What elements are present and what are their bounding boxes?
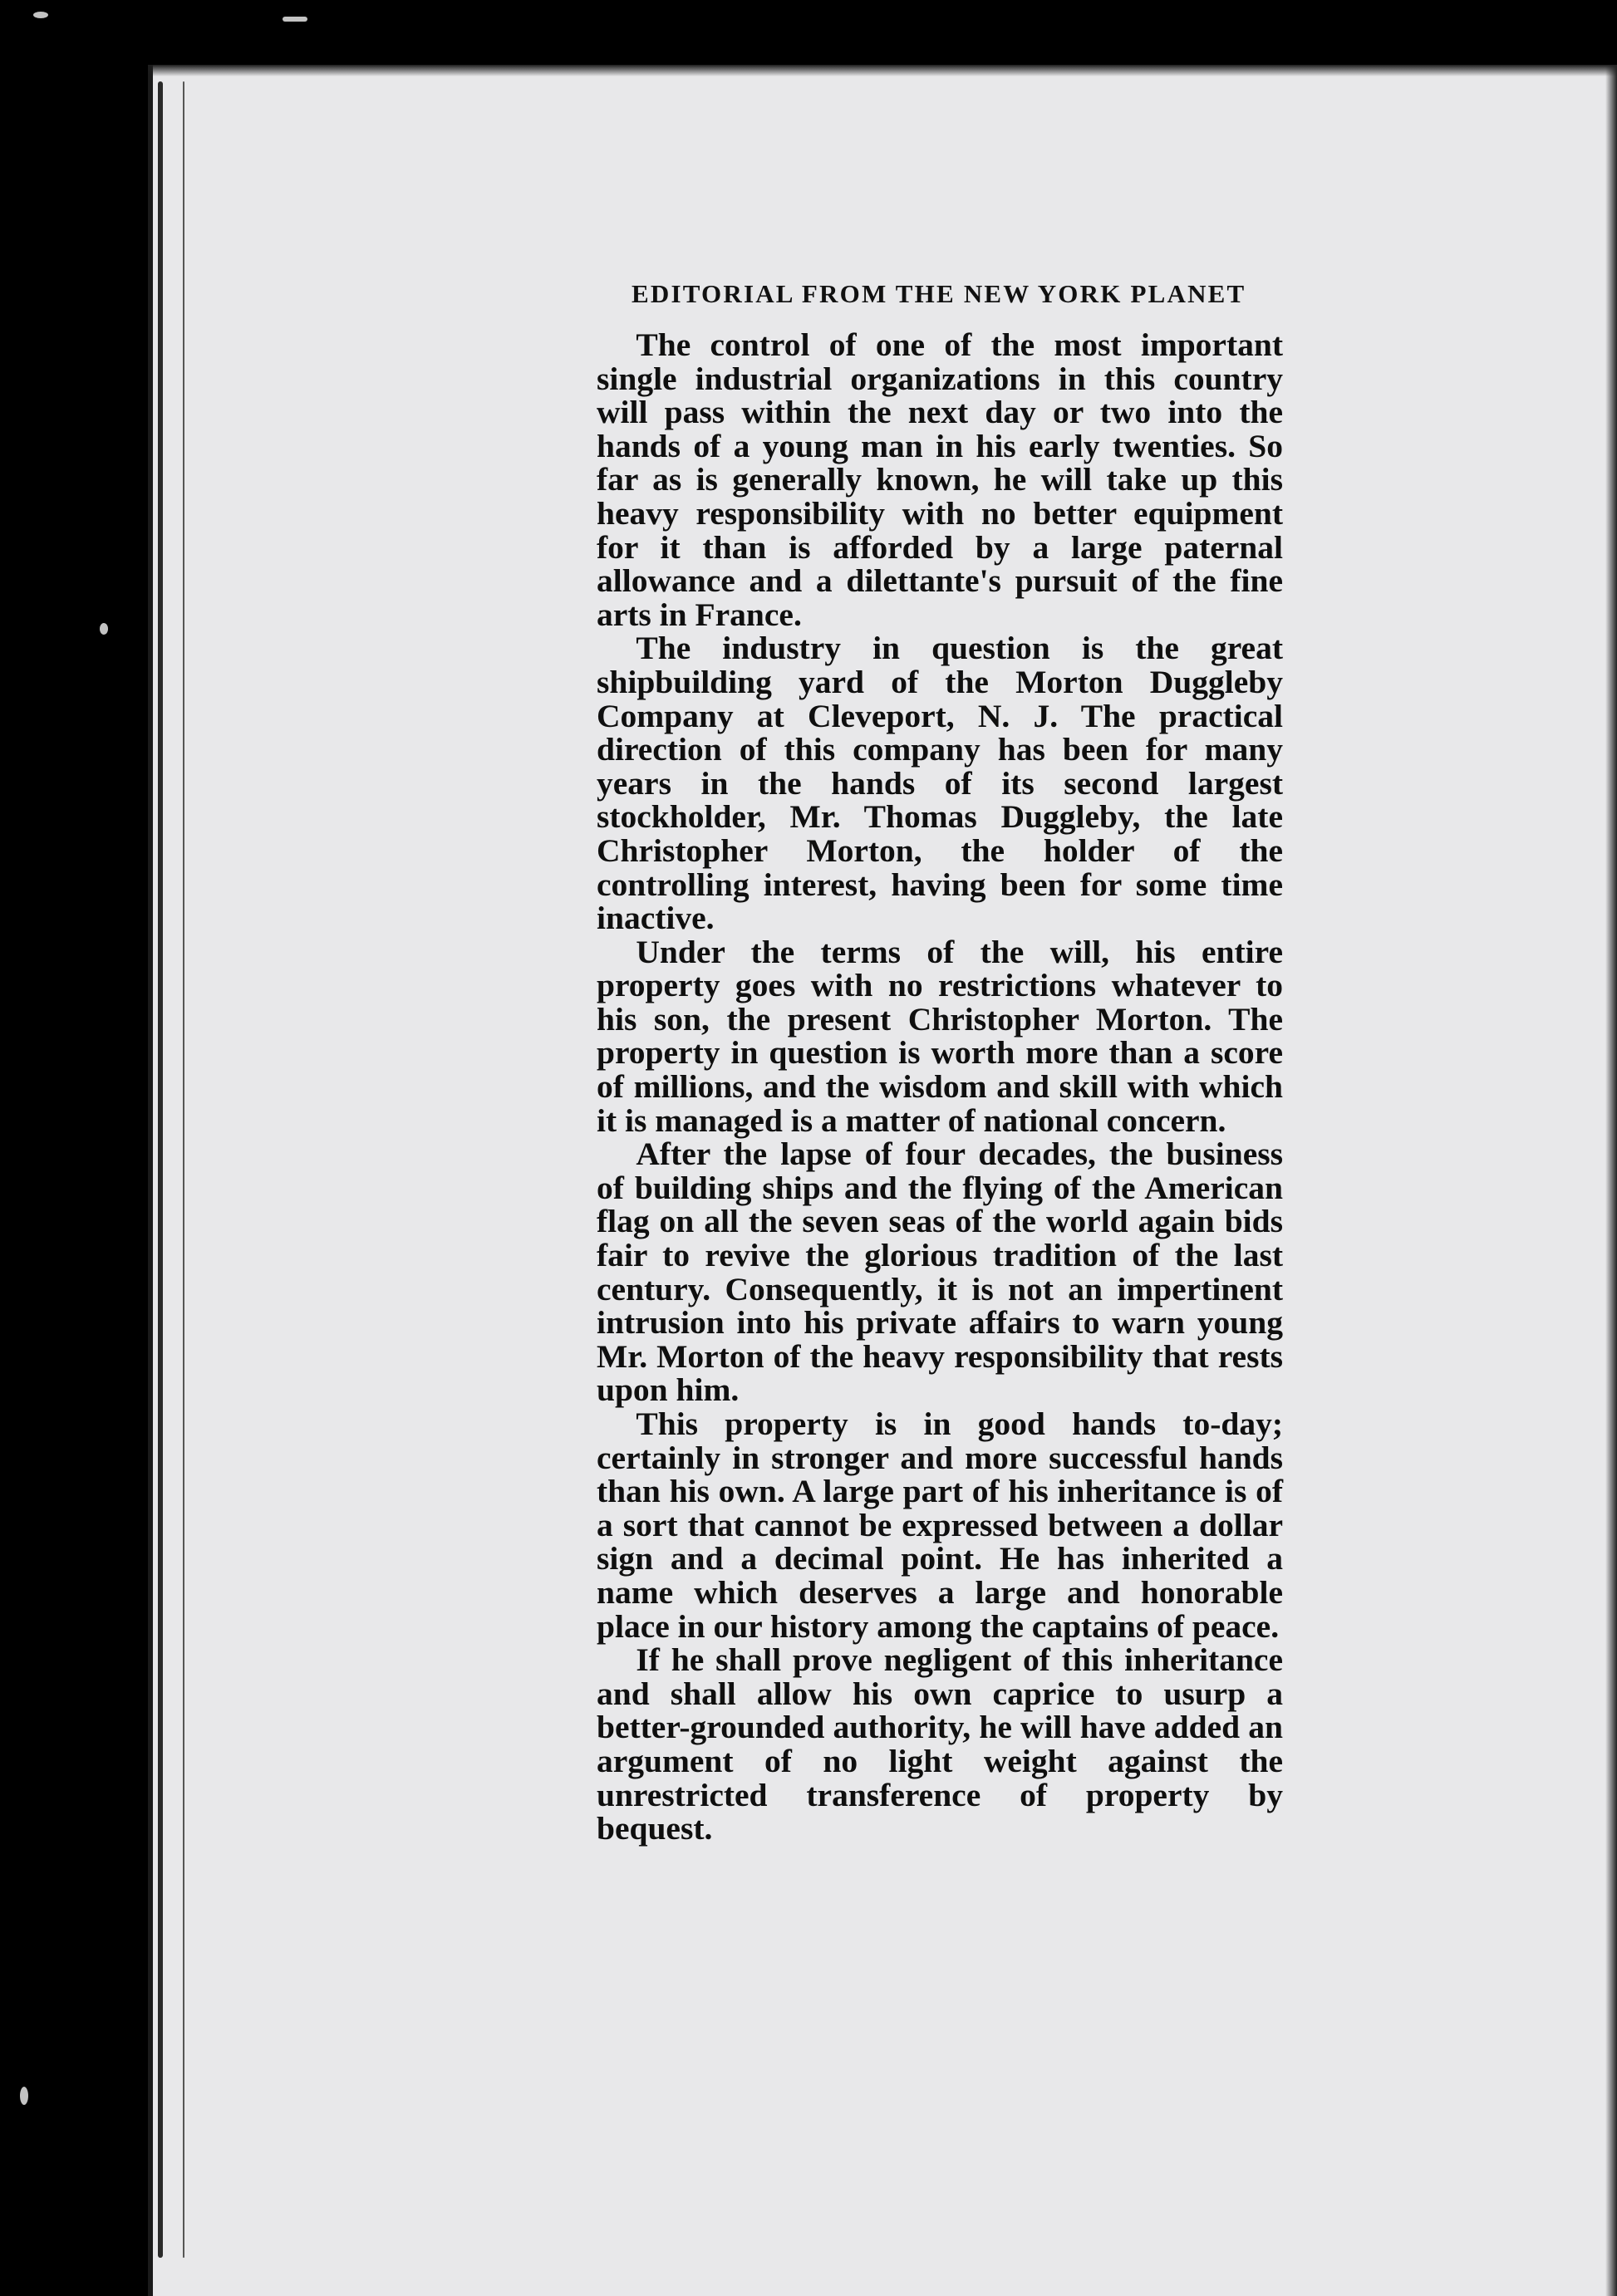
running-head: EDITORIAL FROM THE NEW YORK PLANET	[632, 279, 1246, 308]
paragraph: Under the terms of the will, his entire property goes with no restrictions whatever to his son, the present Christopher Morton. The property in question is worth more than a score of millions, and the wisdom and skill with which it is managed is a matter of national concern.	[597, 933, 1283, 1139]
paragraph: After the lapse of four decades, the business of building ships and the flying of the American flag on all the seven seas of the world again bids fair to revive the glorious tradition of the last century. Consequently, it is not an impertinent intrusion into his private affairs to warn young Mr. Morton of the heavy responsibility that rests upon him.	[597, 1136, 1283, 1409]
page-top-shadow	[148, 65, 1617, 76]
binding-inner-line	[183, 81, 184, 2258]
binding-edge	[158, 81, 163, 2258]
editorial-body	[597, 328, 1283, 1846]
paragraph: This property is in good hands to-day; certainly in stronger and more successful hands than his own. A large part of his inheritance is of a sort that cannot be expressed between a dollar sign and a decimal point. He has inherited a name which deserves a large and honorable place in our history among the captains of peace.	[597, 1406, 1283, 1645]
paragraph: The control of one of the most important single industrial organizations in this country will pass within the next day or two into the hands of a young man in his early twenties. So far as is generally known, he will take up this heavy responsibility with no better equipment for it than is afforded by a large paternal allowance and a dilettante's pursuit of the fine arts in France.	[597, 326, 1283, 633]
page-right-edge	[1605, 65, 1617, 2296]
paragraph: The industry in question is the great shipbuilding yard of the Morton Duggleby Company at Cleveport, N. J. The practical direction of this company has been for many years in the hands of its second largest stockholder, Mr. Thomas Duggleby, the late Christopher Morton, the holder of the controlling interest, having been for some time inactive.	[597, 630, 1283, 937]
paragraph: If he shall prove negligent of this inheritance and shall allow his own caprice to usurp a better-grounded authority, he will have added an argument of no light weight against the unrestricted transference of property by bequest.	[597, 1641, 1283, 1847]
